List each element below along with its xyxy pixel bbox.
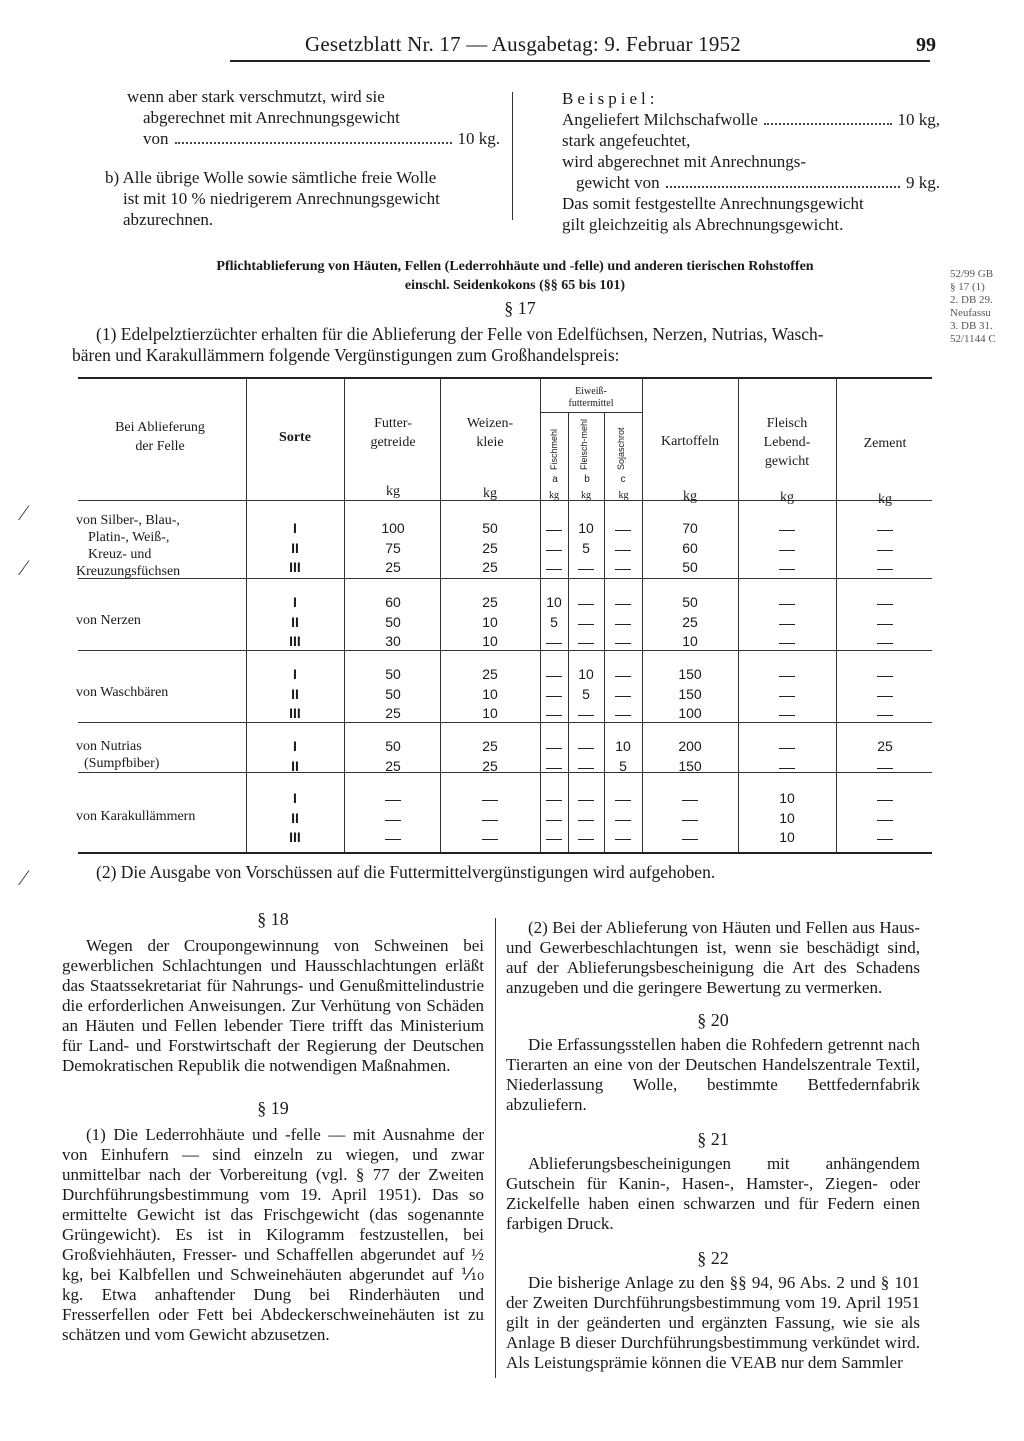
table-cell-futter: 50 <box>385 613 401 630</box>
table-cell-weizen: 10 <box>482 613 498 630</box>
header-sub-c: c <box>620 474 626 485</box>
table-cell-futter: 60 <box>385 594 401 610</box>
beispiel-line4-value: 9 kg. <box>906 173 940 192</box>
table-cell-dash <box>578 748 594 749</box>
table-cell-dash <box>779 696 795 697</box>
table-cell-dash <box>779 569 795 570</box>
margin-note-6: 52/1144 C <box>950 333 996 345</box>
table-cell-b: 5 <box>582 685 590 702</box>
table-cell-futter: 25 <box>385 757 401 774</box>
table-cell-futter: 50 <box>385 738 401 754</box>
header-col1-line1: Bei Ablieferung <box>115 420 205 435</box>
table-cell-dash <box>385 820 401 821</box>
beispiel-line5: Das somit festgestellte Anrechnungsgewicht <box>562 194 864 213</box>
header-fleischmehl: Fleisch-mehl <box>579 418 589 470</box>
table-cell-fleisch: 10 <box>779 829 795 845</box>
margin-note-3: 2. DB 29. <box>950 294 993 306</box>
table-cell-dash <box>877 569 893 570</box>
s17-heading: § 17 <box>504 298 536 318</box>
beispiel-line1-label: Angeliefert Milchschafwolle <box>562 110 758 129</box>
table-cell-weizen: 25 <box>482 594 498 610</box>
table-cell-sorte: II <box>291 539 299 556</box>
table-cell-weizen: 25 <box>482 738 498 754</box>
beispiel-heading: Beispiel: <box>562 89 659 108</box>
table-cell-dash <box>578 820 594 821</box>
table-cell-kart: 100 <box>678 705 702 721</box>
table-cell-kart: 150 <box>678 685 702 702</box>
margin-note-1: 52/99 GB <box>950 268 994 280</box>
s17-para2-text: (2) Die Ausgabe von Vorschüssen auf die Futtermittelvergünstigungen wird aufgehoben. <box>96 862 716 882</box>
header-sorte: Sorte <box>279 430 311 445</box>
s19-2-text: (2) Bei der Ablieferung von Häuten und Fellen aus Haus- und Gewerbeschlachtungen ist, wenn sie beschädigt sind, auf der Ablieferungsbescheinigung die Art des Schadens anzugeben und die geringere Bewertung zu vermerken. <box>506 918 920 997</box>
margin-tick: ⁄ <box>22 555 26 580</box>
header-fleisch <box>740 414 834 471</box>
table-cell-weizen: 10 <box>482 685 498 702</box>
table-cell-dash <box>615 696 631 697</box>
table-cell-dash <box>578 768 594 769</box>
table-cell-dash <box>779 604 795 605</box>
table-cell-sorte: II <box>291 809 299 826</box>
table-cell-weizen: 25 <box>482 539 498 556</box>
table-cell-dash <box>779 550 795 551</box>
header-eiweiss-line1: Eiweiß- <box>575 386 607 397</box>
table-cell-a: 5 <box>550 613 558 630</box>
table-cell-dash <box>779 768 795 769</box>
table-cell-dash <box>546 530 562 531</box>
table-bottom-border <box>78 852 932 854</box>
table-cell-futter: 50 <box>385 666 401 682</box>
unit-kg: kg <box>386 484 400 499</box>
header-kartoffeln: Kartoffeln <box>660 434 720 449</box>
table-cell-dash <box>578 624 594 625</box>
s17-para1-line2: bären und Karakullämmern folgende Vergünstigungen zum Großhandelspreis: <box>72 345 620 365</box>
item-b-line2: ist mit 10 % niedrigerem Anrechnungsgewicht <box>123 189 440 208</box>
table-cell-c: 10 <box>615 738 631 754</box>
table-cell-dash <box>615 676 631 677</box>
s22-text: Die bisherige Anlage zu den §§ 94, 96 Abs. 2 und § 101 der Zweiten Durchführungsbestimmung vom 19. April 1951 gilt in der geänderten und ergänzten Fassung, wie sie als Anlage B dieser Durchführungsbestimmung verkündet wird. Als Leistungsprämie können die VEAB nur dem Sammler <box>506 1273 920 1372</box>
beispiel-line3: wird abgerechnet mit Anrechnungs- <box>562 152 807 171</box>
header-sojaschrot: Sojaschrot <box>616 427 626 470</box>
table-cell-dash <box>546 550 562 551</box>
unit-kg: kg <box>581 490 591 501</box>
table-cell-b: 5 <box>582 539 590 556</box>
table-cell-dash <box>482 839 498 840</box>
margin-tick: ⁄ <box>22 500 26 525</box>
margin-note-5: 3. DB 31. <box>950 320 993 332</box>
table-cell-dash <box>546 768 562 769</box>
table-cell-dash <box>779 530 795 531</box>
table-cell-dash <box>779 676 795 677</box>
table-cell-weizen: 50 <box>482 520 498 536</box>
table-cell-dash <box>546 839 562 840</box>
unit-kg: kg <box>780 490 794 505</box>
table-cell-weizen: 25 <box>482 757 498 774</box>
top-left-line3-label: von <box>143 129 169 148</box>
table-cell-dash <box>615 569 631 570</box>
column-divider <box>495 918 496 1378</box>
table-cell-dash <box>682 839 698 840</box>
left-column <box>62 909 484 1345</box>
table-cell-kart: 50 <box>682 594 698 610</box>
row-group-label: Kreuzungsfüchsen <box>76 564 181 580</box>
table-cell-kart: 50 <box>682 559 698 575</box>
table-cell-dash <box>877 604 893 605</box>
table-cell-dash <box>482 800 498 801</box>
table-cell-dash <box>877 643 893 644</box>
table-cell-dash <box>877 820 893 821</box>
table-cell-kart: 200 <box>678 738 702 754</box>
unit-kg: kg <box>549 490 559 501</box>
col-border <box>440 378 441 852</box>
header-fischmehl: Fischmehl <box>549 428 559 470</box>
table-cell-zement: 25 <box>877 738 893 754</box>
table-cell-dash <box>877 839 893 840</box>
table-cell-kart: 70 <box>682 520 698 536</box>
table-cell-dash <box>578 839 594 840</box>
table-cell-weizen: 25 <box>482 666 498 682</box>
table-cell-dash <box>779 643 795 644</box>
row-group-label: von Nerzen <box>76 612 141 628</box>
eiweiss-sub-border <box>540 412 642 413</box>
table-cell-dash <box>546 676 562 677</box>
table-top-border <box>78 377 932 379</box>
col-border <box>344 378 345 852</box>
table-cell-b: 10 <box>578 666 594 682</box>
unit-kg: kg <box>618 490 629 501</box>
table-cell-sorte: III <box>289 633 301 649</box>
table-cell-sorte: III <box>289 559 301 575</box>
table-cell-fleisch: 10 <box>779 790 795 806</box>
table-cell-dash <box>877 800 893 801</box>
table-cell-dash <box>615 715 631 716</box>
header-fleisch-line2: Lebend- <box>763 435 811 450</box>
table-cell-dash <box>615 820 631 821</box>
item-b-line3: abzurechnen. <box>123 210 214 229</box>
table-cell-dash <box>615 643 631 644</box>
col-border <box>246 378 247 852</box>
table-cell-sorte: II <box>291 613 299 630</box>
item-b-line1: b) Alle übrige Wolle sowie sämtliche freie Wolle <box>105 168 437 187</box>
table-cell-dash <box>578 604 594 605</box>
table-cell-dash <box>615 839 631 840</box>
table-cell-sorte: I <box>293 738 297 754</box>
top-left-line3-value: 10 kg. <box>457 129 500 148</box>
beispiel-line1-value: 10 kg, <box>897 110 940 129</box>
table-cell-dash <box>546 715 562 716</box>
unit-kg: kg <box>878 492 892 507</box>
header-weizen-line2: kleie <box>476 435 504 450</box>
unit-kg: kg <box>683 489 697 504</box>
row-group-label: (Sumpfbiber) <box>84 755 160 771</box>
table-cell-dash <box>546 569 562 570</box>
table-cell-dash <box>546 696 562 697</box>
header-title: Gesetzblatt Nr. 17 — Ausgabetag: 9. Februar 1952 <box>305 32 741 56</box>
table-cell-futter: 30 <box>385 633 401 649</box>
unit-kg: kg <box>483 486 497 501</box>
table-cell-sorte: III <box>289 829 301 845</box>
table-cell-kart: 25 <box>682 613 698 630</box>
table-cell-weizen: 10 <box>482 633 498 649</box>
table-cell-dash <box>877 624 893 625</box>
table-cell-sorte: I <box>293 666 297 682</box>
table-cell-dash <box>546 748 562 749</box>
header-col1 <box>85 418 235 456</box>
header-weizenkleie <box>444 414 536 452</box>
header-zement: Zement <box>863 436 907 451</box>
s17-para2 <box>96 862 936 883</box>
table-cell-dash <box>578 569 594 570</box>
header-sub-b: b <box>584 474 590 485</box>
s21-text: Ablieferungsbescheinigungen mit anhängendem Gutschein für Kanin-, Hasen-, Hamster-, Ziegen- oder Zickelfelle haben einen schwarzen und für Federn einen farbigen Druck. <box>506 1154 920 1233</box>
table-cell-c: 5 <box>619 757 627 774</box>
margin-tick: ⁄ <box>22 865 26 890</box>
table-cell-dash <box>615 624 631 625</box>
row-group-label: von Karakullämmern <box>76 808 196 824</box>
table-cell-dash <box>877 550 893 551</box>
table-cell-dash <box>877 715 893 716</box>
table-cell-dash <box>779 715 795 716</box>
table-cell-futter: 100 <box>381 520 405 536</box>
row-group-label: von Waschbären <box>76 684 169 700</box>
row-group-label: von Nutrias <box>76 738 142 754</box>
s18-text: Wegen der Croupongewinnung von Schweinen bei gewerblichen Schlachtungen und Hausschlachtungen erläßt das Staatssekretariat für Nahrungs- und Genußmittelindustrie die erforderlichen Anweisungen. Zur Verhütung von Schäden an Häuten und Fellen lebender Tiere trifft das Ministerium für Land- und Forstwirtschaft der Regierung der Deutschen Demokratischen Republik die notwendigen Maßnahmen. <box>62 936 484 1075</box>
top-left-line1: wenn aber stark verschmutzt, wird sie <box>127 87 385 106</box>
table-cell-futter: 25 <box>385 705 401 721</box>
s22-heading: § 22 <box>697 1248 729 1268</box>
col-border <box>642 378 643 852</box>
table-cell-kart: 60 <box>682 539 698 556</box>
table-cell-dash <box>779 748 795 749</box>
s19-heading: § 19 <box>257 1098 289 1118</box>
group-divider <box>78 722 932 723</box>
header-weizen-line1: Weizen- <box>466 416 514 431</box>
table-cell-kart: 150 <box>678 757 702 774</box>
table-cell-dash <box>578 715 594 716</box>
table-cell-dash <box>546 800 562 801</box>
header-eiweiss <box>541 386 641 410</box>
s18-heading: § 18 <box>257 909 289 929</box>
section-title-line2: einschl. Seidenkokons (§§ 65 bis 101) <box>404 278 626 293</box>
col-border <box>604 412 605 852</box>
table-cell-dash <box>615 800 631 801</box>
table-cell-dash <box>578 800 594 801</box>
row-group-label: Platin-, Weiß-, <box>88 530 170 546</box>
group-divider <box>78 578 932 579</box>
group-divider <box>78 650 932 651</box>
s17-para1-line1: (1) Edelpelztierzüchter erhalten für die Ablieferung der Felle von Edelfüchsen, Nerzen, Nutrias, Wasch- <box>96 324 824 344</box>
s19-text: (1) Die Lederrohhäute und -felle — mit Ausnahme der von Einhufern — sind einzeln zu wiegen, und zwar unmittelbar nach der Vorbereitung (vgl. § 77 der Zweiten Durchführungsbestimmung vom 19. April 1951). Das so ermittelte Gewicht ist das Frischgewicht (das sogenannte Grüngewicht). Es ist in Kilogramm festzustellen, bei Großviehhäuten, Fresser- und Schaffellen abgerundet auf ½ kg, bei Kalbfellen und Schweinehäuten abgerundet auf ⅒ kg. Etwa anhaftender Dung bei Rinderhäuten und Fresserfellen oder Fett bei Abdeckerschweinehäuten ist zu schätzen und vom Gewicht abzusetzen. <box>62 1125 484 1344</box>
table-cell-fleisch: 10 <box>779 809 795 826</box>
table-cell-kart: 150 <box>678 666 702 682</box>
header-fleisch-line1: Fleisch <box>766 416 808 431</box>
table-cell-sorte: II <box>291 685 299 702</box>
col-border <box>568 412 569 852</box>
section-title-line1: Pflichtablieferung von Häuten, Fellen (Lederrohhäute und -felle) und anderen tierischen Rohstoffen <box>216 259 814 274</box>
margin-note-4: Neufassu <box>950 307 991 319</box>
table-cell-dash <box>615 550 631 551</box>
s21-heading: § 21 <box>697 1129 729 1149</box>
table-cell-dash <box>578 643 594 644</box>
table-cell-dash <box>546 820 562 821</box>
table-cell-dash <box>877 530 893 531</box>
beispiel-line6: gilt gleichzeitig als Abrechnungsgewicht. <box>562 215 844 234</box>
table-cell-dash <box>779 624 795 625</box>
col-border <box>836 378 837 852</box>
row-group-label: von Silber-, Blau-, <box>76 513 180 529</box>
table-cell-kart: 10 <box>682 633 698 649</box>
col-border <box>738 378 739 852</box>
table-cell-dash <box>682 820 698 821</box>
page-number: 99 <box>916 34 936 56</box>
table-cell-dash <box>877 676 893 677</box>
table-cell-dash <box>877 768 893 769</box>
s20-text: Die Erfassungsstellen haben die Rohfedern getrennt nach Tierarten an eine von der Deutschen Handelszentrale Textil, Niederlassung Wolle, bestimmte Bettfedernfabrik abzuliefern. <box>506 1035 920 1114</box>
header-futter-line2: getreide <box>370 435 416 450</box>
table-cell-sorte: I <box>293 520 297 536</box>
table-cell-a: 10 <box>546 594 562 610</box>
top-left-line2: abgerechnet mit Anrechnungsgewicht <box>143 108 400 127</box>
table-cell-weizen: 25 <box>482 559 498 575</box>
header-futter-line1: Futter- <box>374 416 412 431</box>
beispiel-line2: stark angefeuchtet, <box>562 131 691 150</box>
table-cell-sorte: I <box>293 594 297 610</box>
table-cell-b: 10 <box>578 520 594 536</box>
table-cell-sorte: II <box>291 757 299 774</box>
table-cell-dash <box>615 530 631 531</box>
right-column <box>506 918 920 1373</box>
margin-note-2: § 17 (1) <box>950 281 985 293</box>
table-cell-dash <box>546 643 562 644</box>
header-futtergetreide <box>348 414 438 452</box>
table-cell-futter: 25 <box>385 559 401 575</box>
table-cell-dash <box>615 604 631 605</box>
table-cell-futter: 75 <box>385 539 401 556</box>
table-cell-dash <box>682 800 698 801</box>
header-eiweiss-line2: futtermittel <box>568 398 614 409</box>
row-group-label: Kreuz- und <box>88 547 152 563</box>
table-cell-dash <box>482 820 498 821</box>
table-cell-sorte: III <box>289 705 301 721</box>
header-col1-line2: der Felle <box>135 439 185 454</box>
table-cell-weizen: 10 <box>482 705 498 721</box>
table-cell-sorte: I <box>293 790 297 806</box>
s20-heading: § 20 <box>697 1010 729 1030</box>
header-fleisch-line3: gewicht <box>764 454 810 469</box>
header-sub-a: a <box>552 474 558 485</box>
table-cell-dash <box>385 800 401 801</box>
beispiel-line4-label: gewicht von <box>576 173 660 192</box>
table-cell-futter: 50 <box>385 685 401 702</box>
table-cell-dash <box>877 696 893 697</box>
table-cell-dash <box>385 839 401 840</box>
